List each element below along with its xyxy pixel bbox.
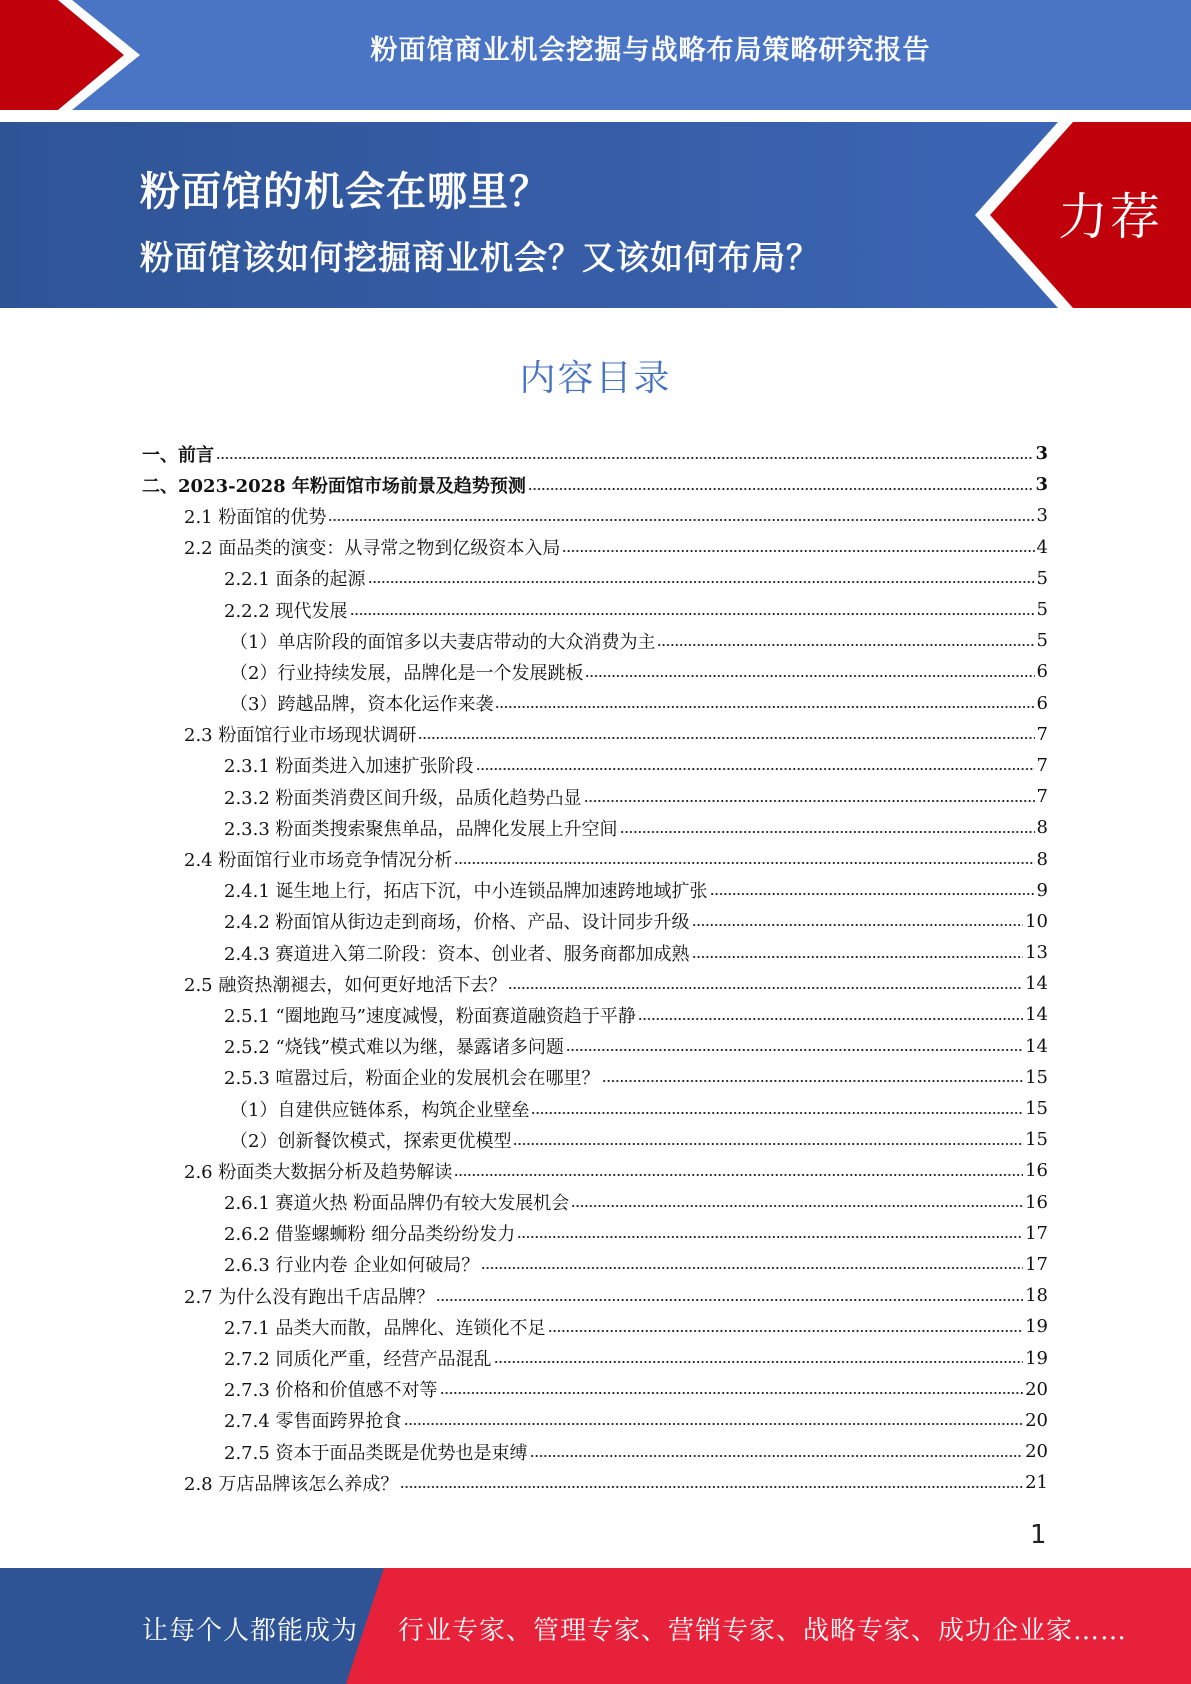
toc-entry-page: 19: [1025, 1316, 1048, 1338]
toc-entry-title: 2.4.2 粉面馆从街边走到商场，价格、产品、设计同步升级: [224, 912, 690, 934]
toc-entry-page: 15: [1025, 1066, 1048, 1088]
toc-entry[interactable]: [142, 1311, 1048, 1342]
top-banner: [0, 0, 1191, 110]
toc-entry-page: 20: [1025, 1378, 1048, 1400]
toc-dot-leader: [508, 983, 1023, 993]
toc-entry-title: 2.5 融资热潮褪去，如何更好地活下去？: [184, 974, 507, 996]
footer-slogan-right: 行业专家、管理专家、营销专家、战略专家、成功企业家……: [398, 1616, 1128, 1646]
toc-dot-leader: [528, 484, 1034, 494]
toc-dot-leader: [440, 1388, 1024, 1398]
toc-dot-leader: [562, 546, 1034, 556]
toc-entry[interactable]: [142, 1249, 1048, 1280]
toc-entry-title: 2.2.2 现代发展: [224, 600, 348, 622]
toc-title: 内容目录: [519, 358, 672, 399]
toc-entry[interactable]: [142, 812, 1048, 843]
toc-dot-leader: [404, 1419, 1024, 1429]
toc-entry-page: 5: [1036, 599, 1048, 621]
toc-entry-page: 17: [1025, 1222, 1048, 1244]
hero-banner: [0, 122, 1191, 308]
toc-entry-title: 2.8 万店品牌该怎么养成？: [184, 1473, 399, 1495]
toc-entry-page: 19: [1025, 1347, 1048, 1369]
page-number: 1: [1030, 1520, 1047, 1550]
toc-entry[interactable]: [142, 906, 1048, 937]
toc-entry[interactable]: [142, 1374, 1048, 1405]
toc-entry[interactable]: [142, 594, 1048, 625]
table-of-contents: [142, 438, 1048, 1498]
toc-dot-leader: [548, 1326, 1024, 1336]
toc-entry-title: 2.6.3 行业内卷 企业如何破局？: [224, 1255, 480, 1277]
toc-entry-page: 5: [1036, 567, 1048, 589]
toc-entry[interactable]: [142, 937, 1048, 968]
toc-entry[interactable]: [142, 1062, 1048, 1093]
toc-entry-title: （1）自建供应链体系，构筑企业壁垒: [230, 1099, 530, 1121]
toc-entry-title: 2.7.5 资本于面品类既是优势也是束缚: [224, 1442, 528, 1464]
recommend-badge: 力荐: [1058, 188, 1162, 246]
toc-entry-page: 15: [1025, 1129, 1048, 1151]
toc-entry[interactable]: [142, 1031, 1048, 1062]
toc-entry[interactable]: [142, 656, 1048, 687]
toc-entry-page: 3: [1035, 474, 1048, 496]
toc-entry-page: 7: [1036, 723, 1048, 745]
toc-dot-leader: [368, 577, 1035, 587]
toc-dot-leader: [584, 796, 1035, 806]
toc-entry[interactable]: [142, 469, 1048, 500]
toc-entry[interactable]: [142, 625, 1048, 656]
toc-dot-leader: [571, 1201, 1023, 1211]
toc-entry-page: 10: [1025, 910, 1048, 932]
toc-dot-leader: [638, 1014, 1023, 1024]
toc-dot-leader: [620, 827, 1035, 837]
toc-entry-title: 2.6.1 赛道火热 粉面品牌仍有较大发展机会: [224, 1193, 570, 1215]
toc-entry[interactable]: [142, 1155, 1048, 1186]
toc-entry-page: 17: [1025, 1253, 1048, 1275]
toc-dot-leader: [585, 671, 1034, 681]
toc-dot-leader: [710, 889, 1035, 899]
toc-entry-title: 2.5.3 喧嚣过后，粉面企业的发展机会在哪里？: [224, 1068, 600, 1090]
toc-entry-title: 2.3 粉面馆行业市场现状调研: [184, 725, 417, 747]
toc-dot-leader: [476, 764, 1035, 774]
toc-entry-page: 16: [1025, 1160, 1048, 1182]
toc-entry[interactable]: [142, 438, 1048, 469]
toc-entry-page: 18: [1025, 1285, 1048, 1307]
toc-dot-leader: [530, 1451, 1024, 1461]
toc-dot-leader: [602, 1076, 1024, 1086]
toc-entry-page: 14: [1025, 1035, 1048, 1057]
toc-entry-page: 14: [1025, 1004, 1048, 1026]
toc-entry[interactable]: [142, 843, 1048, 874]
toc-entry-title: 2.7.4 零售面跨界抢食: [224, 1411, 402, 1433]
toc-entry-title: 一、前言: [142, 444, 214, 466]
toc-entry[interactable]: [142, 1436, 1048, 1467]
toc-entry-title: 2.3.2 粉面类消费区间升级，品质化趋势凸显: [224, 787, 582, 809]
toc-entry[interactable]: [142, 750, 1048, 781]
toc-dot-leader: [513, 1139, 1023, 1149]
toc-entry-title: （2）行业持续发展，品牌化是一个发展跳板: [230, 662, 584, 684]
toc-entry[interactable]: [142, 781, 1048, 812]
toc-entry-title: 2.5.2 “烧钱”模式难以为继，暴露诸多问题: [224, 1037, 564, 1059]
toc-entry-page: 8: [1036, 848, 1048, 870]
footer-slogan-left: 让每个人都能成为: [142, 1616, 359, 1646]
toc-dot-leader: [216, 453, 1033, 463]
toc-entry-page: 16: [1025, 1191, 1048, 1213]
toc-entry-title: 2.4 粉面馆行业市场竞争情况分析: [184, 850, 453, 872]
toc-entry-title: 二、2023-2028 年粉面馆市场前景及趋势预测: [142, 475, 526, 497]
toc-dot-leader: [531, 1108, 1023, 1118]
toc-entry-page: 3: [1036, 505, 1048, 527]
toc-dot-leader: [454, 858, 1034, 868]
toc-entry[interactable]: [142, 1405, 1048, 1436]
toc-entry-title: 2.6.2 借鉴螺蛳粉 细分品类纷纷发力: [224, 1224, 516, 1246]
toc-entry-page: 5: [1036, 630, 1048, 652]
toc-entry-title: 2.6 粉面类大数据分析及趋势解读: [184, 1161, 453, 1183]
toc-entry-page: 6: [1036, 692, 1048, 714]
hero-question-2: 粉面馆该如何挖掘商业机会？又该如何布局？: [140, 238, 820, 277]
toc-dot-leader: [494, 1357, 1024, 1367]
red-arrow-decoration: [0, 0, 150, 110]
toc-entry[interactable]: [142, 999, 1048, 1030]
footer-banner: [0, 1568, 1191, 1684]
toc-entry-page: 13: [1025, 942, 1048, 964]
toc-entry-page: 7: [1036, 786, 1048, 808]
toc-entry[interactable]: [142, 875, 1048, 906]
toc-entry[interactable]: [142, 1218, 1048, 1249]
toc-dot-leader: [436, 1295, 1023, 1305]
toc-dot-leader: [566, 1045, 1023, 1055]
toc-entry-page: 21: [1025, 1472, 1048, 1494]
hero-question-1: 粉面馆的机会在哪里？: [140, 169, 550, 215]
toc-dot-leader: [517, 1232, 1023, 1242]
toc-entry[interactable]: [142, 563, 1048, 594]
toc-entry-title: 2.4.3 赛道进入第二阶段：资本、创业者、服务商都加成熟: [224, 943, 690, 965]
toc-entry[interactable]: [142, 1342, 1048, 1373]
toc-entry-title: 2.2 面品类的演变：从寻常之物到亿级资本入局: [184, 538, 561, 560]
toc-entry-title: 2.7.3 价格和价值感不对等: [224, 1380, 438, 1402]
toc-entry[interactable]: [142, 500, 1048, 531]
toc-entry-page: 8: [1036, 817, 1048, 839]
toc-dot-leader: [350, 609, 1035, 619]
toc-dot-leader: [418, 733, 1034, 743]
toc-entry-title: 2.5.1 “圈地跑马”速度减慢，粉面赛道融资趋于平静: [224, 1005, 636, 1027]
toc-entry-title: 2.3.3 粉面类搜索聚焦单品，品牌化发展上升空间: [224, 818, 618, 840]
toc-dot-leader: [400, 1482, 1023, 1492]
toc-entry[interactable]: [142, 968, 1048, 999]
toc-entry[interactable]: [142, 1280, 1048, 1311]
toc-entry[interactable]: [142, 1467, 1048, 1498]
toc-entry-page: 14: [1025, 973, 1048, 995]
toc-entry-page: 7: [1036, 754, 1048, 776]
toc-entry-page: 20: [1025, 1441, 1048, 1463]
toc-dot-leader: [454, 1170, 1023, 1180]
toc-entry[interactable]: [142, 532, 1048, 563]
toc-entry[interactable]: [142, 1093, 1048, 1124]
toc-entry-title: （1）单店阶段的面馆多以夫妻店带动的大众消费为主: [230, 631, 656, 653]
toc-dot-leader: [328, 515, 1034, 525]
toc-dot-leader: [692, 952, 1024, 962]
toc-entry-title: 2.4.1 诞生地上行，拓店下沉，中小连锁品牌加速跨地域扩张: [224, 881, 708, 903]
toc-entry[interactable]: [142, 1124, 1048, 1155]
toc-dot-leader: [657, 640, 1034, 650]
toc-dot-leader: [692, 920, 1024, 930]
toc-entry-title: 2.7.2 同质化严重，经营产品混乱: [224, 1349, 492, 1371]
toc-entry-page: 9: [1036, 879, 1048, 901]
toc-entry-page: 6: [1036, 661, 1048, 683]
toc-dot-leader: [481, 1263, 1023, 1273]
toc-entry-title: （2）创新餐饮模式，探索更优模型: [230, 1130, 512, 1152]
toc-entry[interactable]: [142, 719, 1048, 750]
toc-entry-title: 2.1 粉面馆的优势: [184, 506, 327, 528]
toc-entry-title: 2.3.1 粉面类进入加速扩张阶段: [224, 756, 474, 778]
report-title: 粉面馆商业机会挖掘与战略布局策略研究报告: [370, 35, 931, 66]
toc-entry[interactable]: [142, 688, 1048, 719]
toc-entry-page: 20: [1025, 1409, 1048, 1431]
toc-entry-page: 4: [1036, 536, 1048, 558]
toc-entry-title: 2.7.1 品类大而散，品牌化、连锁化不足: [224, 1317, 546, 1339]
toc-entry-page: 3: [1035, 443, 1048, 465]
toc-entry-title: 2.7 为什么没有跑出千店品牌？: [184, 1286, 435, 1308]
toc-entry-title: 2.2.1 面条的起源: [224, 569, 366, 591]
toc-dot-leader: [495, 702, 1034, 712]
toc-entry-page: 15: [1025, 1098, 1048, 1120]
toc-entry[interactable]: [142, 1187, 1048, 1218]
toc-entry-title: （3）跨越品牌，资本化运作来袭: [230, 694, 494, 716]
